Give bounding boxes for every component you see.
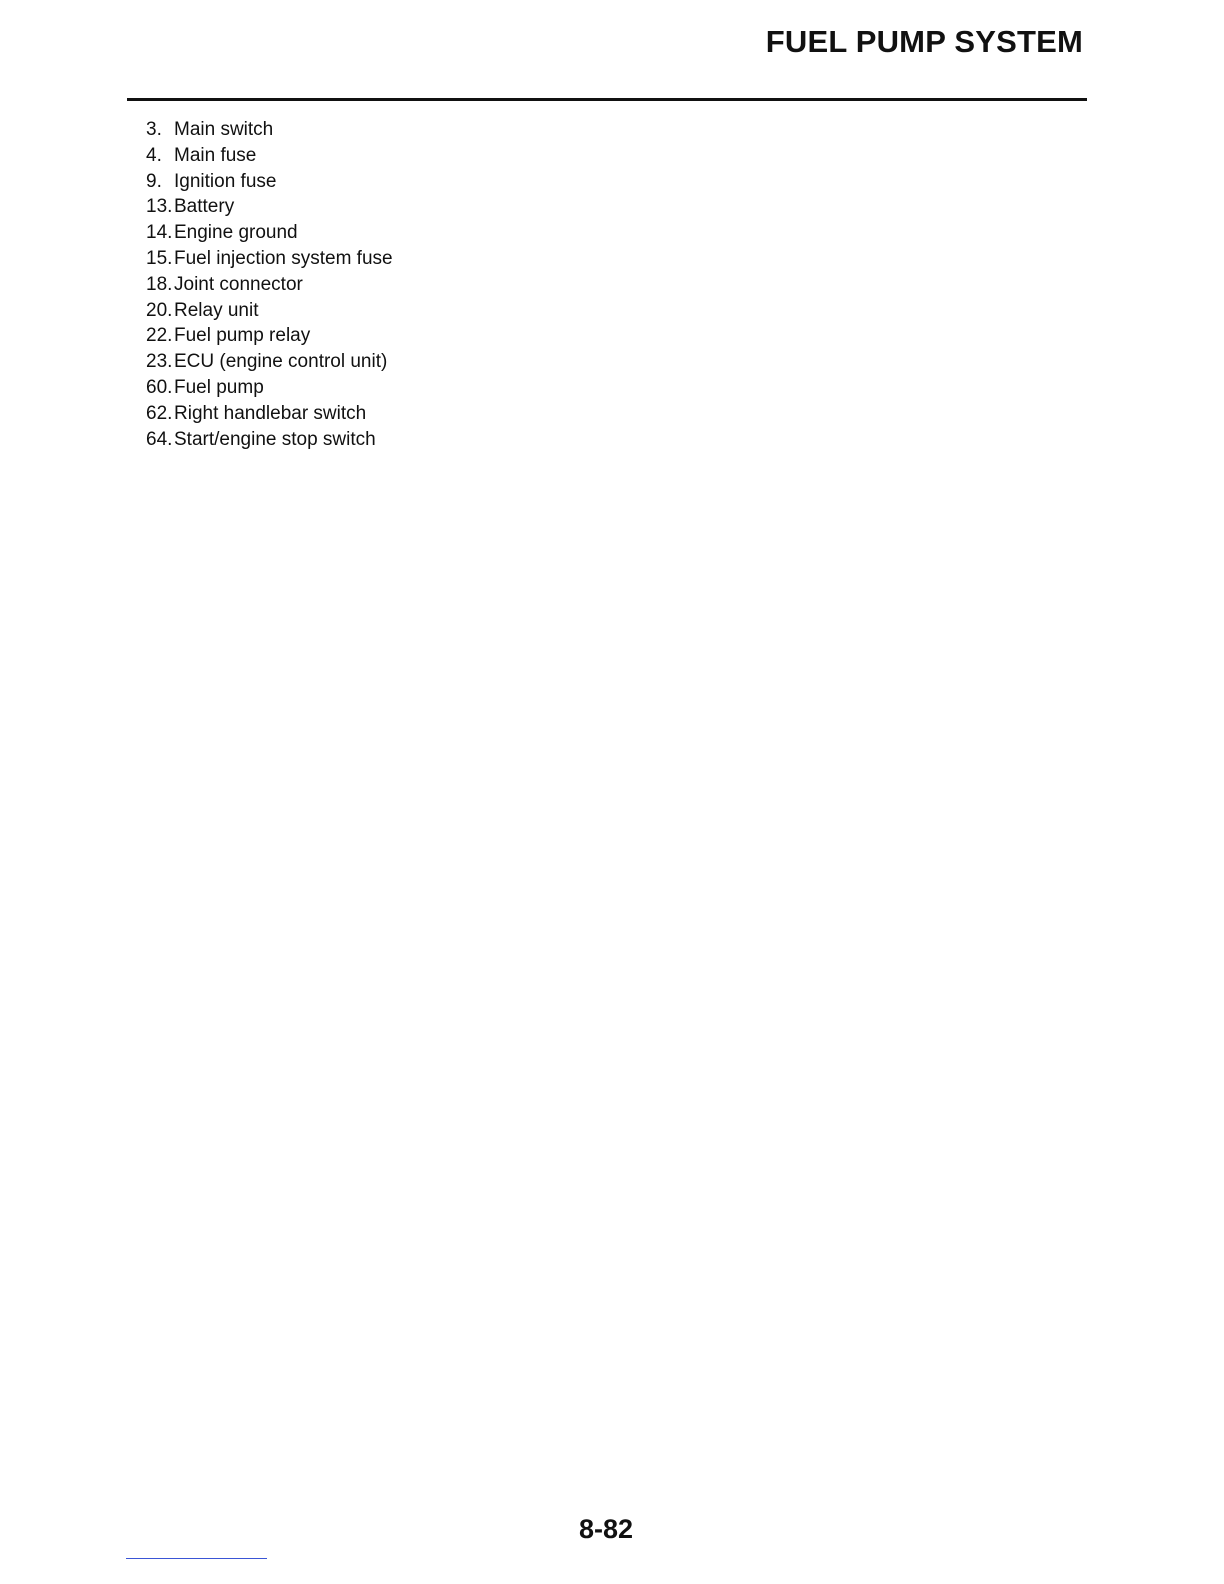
legend-item-label: Main switch <box>174 119 274 140</box>
legend-item <box>146 427 393 453</box>
legend-item <box>146 272 393 298</box>
legend-item-number: 20. <box>146 299 173 321</box>
legend-item <box>146 143 393 169</box>
legend-item-label: Ignition fuse <box>174 170 277 192</box>
legend-item-number: 9. <box>146 170 162 192</box>
legend-item <box>146 375 393 401</box>
legend-item <box>146 194 393 220</box>
footer-link-underline[interactable] <box>126 1558 267 1559</box>
page-number: 8-82 <box>578 1514 634 1544</box>
legend-item-label: ECU (engine control unit) <box>174 351 388 373</box>
legend-item-number: 13. <box>146 196 173 218</box>
legend-item-number: 18. <box>146 273 173 295</box>
legend-item-number: 15. <box>146 247 173 269</box>
legend-item-number: 62. <box>146 402 173 424</box>
legend-item-number: 22. <box>146 325 173 347</box>
legend-item-label: Fuel pump relay <box>174 325 311 347</box>
legend-item-label: Joint connector <box>174 273 303 295</box>
legend-item-number: 23. <box>146 351 173 373</box>
header-divider <box>127 98 1087 101</box>
legend-item <box>146 246 393 272</box>
legend-item <box>146 349 393 375</box>
legend-item <box>146 220 393 246</box>
legend-item-label: Battery <box>174 196 235 218</box>
legend-item <box>146 323 393 349</box>
legend-item-label: Relay unit <box>174 299 259 321</box>
legend-item-label: Engine ground <box>174 222 298 244</box>
legend-item <box>146 117 393 143</box>
legend-item-label: Right handlebar switch <box>174 402 367 424</box>
legend-item-number: 60. <box>146 376 173 398</box>
component-legend <box>146 117 393 452</box>
legend-item <box>146 298 393 324</box>
page-title: FUEL PUMP SYSTEM <box>765 24 1083 59</box>
legend-item-label: Fuel injection system fuse <box>174 247 393 269</box>
legend-item-number: 3. <box>146 119 162 140</box>
legend-item <box>146 401 393 427</box>
legend-item-label: Main fuse <box>174 144 257 166</box>
legend-item-number: 14. <box>146 222 173 244</box>
legend-item-number: 4. <box>146 144 162 166</box>
legend-item-label: Fuel pump <box>174 376 264 398</box>
legend-item-number: 64. <box>146 428 173 450</box>
legend-item <box>146 169 393 195</box>
legend-item-label: Start/engine stop switch <box>174 428 376 450</box>
